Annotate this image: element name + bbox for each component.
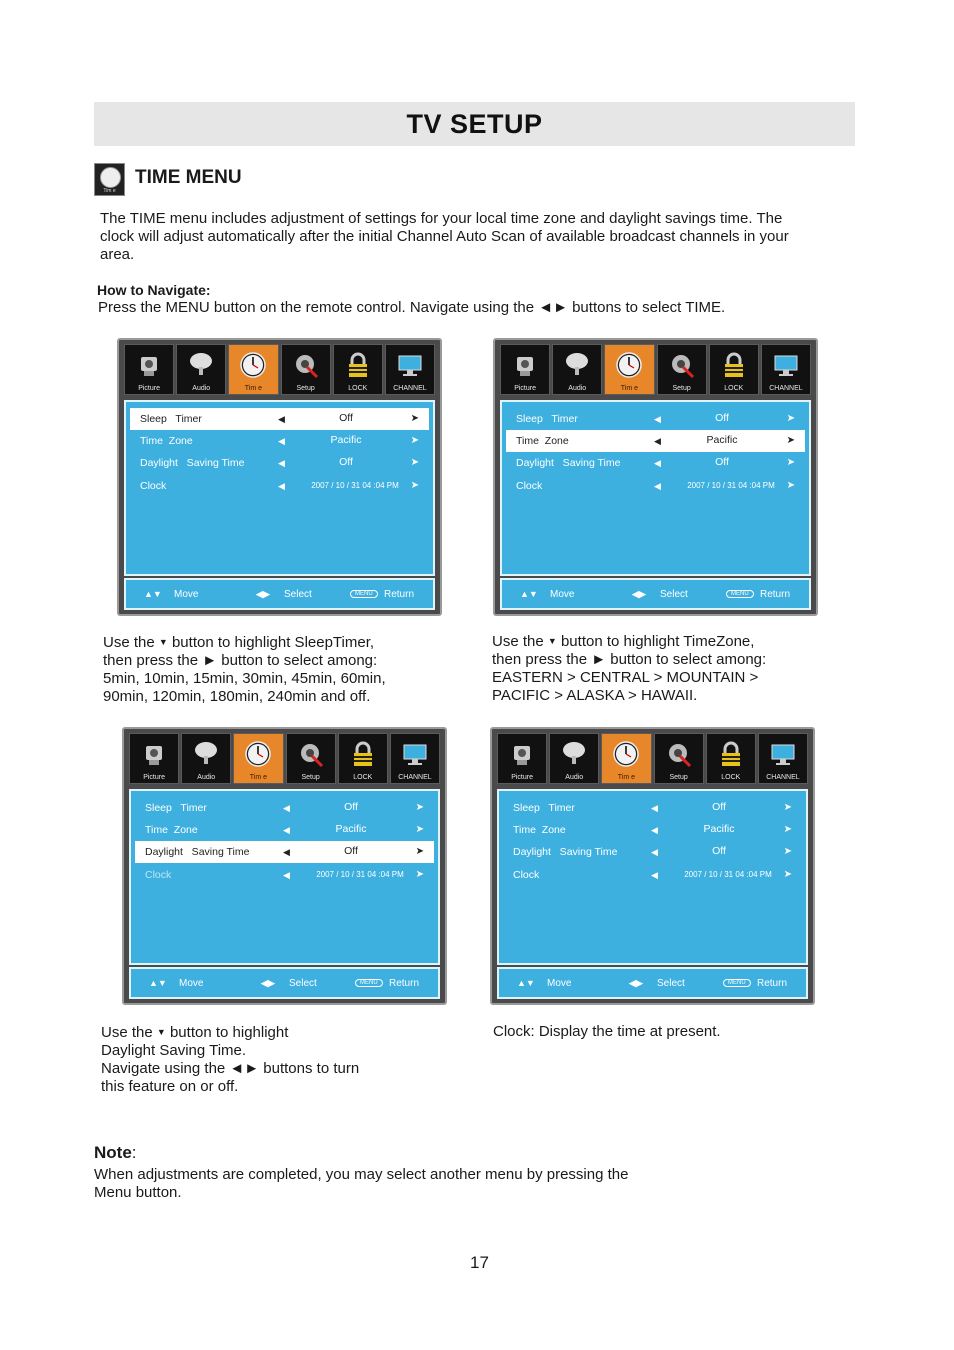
gear-icon [292, 351, 320, 379]
footer-return: Return [389, 978, 420, 989]
padlock-icon [720, 351, 748, 379]
left-right-keys-icon: ◀▶ [256, 589, 270, 599]
tab-label: CHANNEL [766, 774, 800, 781]
menu-key-icon: MENU [355, 979, 383, 987]
monitor-icon [772, 351, 800, 379]
caption-clock: Clock: Display the time at present. [493, 1023, 721, 1040]
menu-item-row[interactable] [503, 864, 802, 886]
menu-panel [129, 789, 440, 965]
menu-footer [124, 578, 435, 610]
left-arrow-icon[interactable]: ◀ [654, 414, 661, 424]
tab-speaker-dish[interactable] [176, 344, 226, 395]
menu-footer [129, 967, 440, 999]
camera-icon [140, 740, 168, 768]
tab-label: Tim e [249, 774, 268, 781]
menu-item-value: Pacific [330, 434, 362, 446]
padlock-icon [717, 740, 745, 768]
tab-label: Audio [197, 774, 216, 781]
menu-item-value: Off [715, 456, 729, 468]
tab-label: Audio [568, 385, 587, 392]
menu-item-label: Clock [145, 869, 172, 881]
footer-select: Select [284, 589, 312, 600]
tab-camera[interactable] [124, 344, 174, 395]
speaker-dish-icon [187, 351, 215, 379]
tab-label: Audio [565, 774, 584, 781]
osd-screen-daylight-saving [122, 727, 447, 1005]
padlock-icon [344, 351, 372, 379]
page-title: TV SETUP [406, 108, 543, 139]
camera-icon [508, 740, 536, 768]
right-arrow-icon[interactable]: ➤ [415, 802, 424, 813]
osd-screen-clock [490, 727, 815, 1005]
menu-item-label: Time Zone [513, 824, 566, 836]
clock-icon [239, 351, 267, 379]
intro-paragraph: The TIME menu includes adjustment of settings for your local time zone and daylight savings time. The clock will adjust automatically after the initial Channel Auto Scan of available broadcast channels in your area. [100, 210, 789, 263]
menu-item-row[interactable] [130, 408, 429, 430]
left-arrow-icon[interactable]: ◀ [283, 825, 290, 835]
osd-screen-time-zone [493, 338, 818, 616]
osd-screen-sleep-timer [117, 338, 442, 616]
menu-item-value: Off [344, 845, 358, 857]
tab-camera[interactable] [497, 733, 547, 784]
left-arrow-icon[interactable]: ◀ [654, 481, 661, 491]
footer-return: Return [384, 589, 415, 600]
menu-item-value: 2007 / 10 / 31 04 :04 PM [684, 870, 772, 879]
right-arrow-icon[interactable]: ➤ [410, 435, 419, 446]
up-down-keys-icon: ▲▼ [520, 589, 538, 599]
tab-padlock[interactable] [709, 344, 759, 395]
menu-item-label: Clock [140, 480, 167, 492]
left-arrow-icon[interactable]: ◀ [278, 436, 285, 446]
tab-padlock[interactable] [706, 733, 756, 784]
tab-monitor[interactable] [758, 733, 808, 784]
tab-speaker-dish[interactable] [552, 344, 602, 395]
menu-item-row[interactable] [506, 408, 805, 430]
menu-item-value: Off [712, 801, 726, 813]
right-arrow-icon[interactable]: ➤ [783, 802, 792, 813]
tab-gear[interactable] [286, 733, 336, 784]
tab-clock[interactable] [601, 733, 651, 784]
menu-footer [500, 578, 811, 610]
right-arrow-icon[interactable]: ➤ [410, 457, 419, 468]
menu-item-value: 2007 / 10 / 31 04 :04 PM [316, 870, 404, 879]
up-down-keys-icon: ▲▼ [144, 589, 162, 599]
menu-item-label: Time Zone [140, 435, 193, 447]
note-heading: Note: [94, 1143, 137, 1162]
speaker-dish-icon [560, 740, 588, 768]
menu-item-label: Sleep Timer [145, 802, 207, 814]
tab-clock[interactable] [604, 344, 654, 395]
menu-item-label: Daylight Saving Time [145, 846, 250, 858]
left-right-keys-icon: ◀▶ [261, 978, 275, 988]
down-triangle-icon: ▼ [156, 1027, 166, 1037]
gear-icon [665, 740, 693, 768]
caption-time-zone: Use the ▼ button to highlight TimeZone, then press the ► button to select among: EASTERN > CENTRAL > MOUNTAIN > PACIFIC > ALASKA > HAWAII. [492, 633, 767, 704]
tab-label: LOCK [348, 385, 368, 392]
left-right-keys-icon: ◀▶ [629, 978, 643, 988]
left-arrow-icon[interactable]: ◀ [283, 803, 290, 813]
menu-item-value: Off [715, 412, 729, 424]
tab-label: Setup [296, 385, 315, 392]
tab-clock[interactable] [233, 733, 283, 784]
footer-return: Return [760, 589, 791, 600]
section-title: TIME MENU [135, 167, 242, 188]
tab-label: Tim e [244, 385, 263, 392]
menu-item-label: Sleep Timer [513, 802, 575, 814]
footer-return: Return [757, 978, 788, 989]
menu-item-row[interactable] [130, 452, 429, 474]
navigate-heading: How to Navigate: [97, 282, 211, 298]
navigate-text: Press the MENU button on the remote control. Navigate using the ◄► buttons to select TIME. [98, 299, 726, 316]
menu-key-icon: MENU [723, 979, 751, 987]
title-bar [94, 102, 855, 146]
menu-item-value: 2007 / 10 / 31 04 :04 PM [311, 481, 399, 490]
menu-key-icon: MENU [350, 590, 378, 598]
tab-monitor[interactable] [390, 733, 440, 784]
tab-label: CHANNEL [393, 385, 427, 392]
menu-item-value: Off [339, 456, 353, 468]
menu-item-row[interactable] [506, 430, 805, 452]
menu-tab-bar [497, 733, 808, 784]
clock-icon [612, 740, 640, 768]
left-arrow-icon[interactable]: ◀ [278, 414, 285, 424]
left-arrow-icon[interactable]: ◀ [654, 458, 661, 468]
right-arrow-icon[interactable]: ➤ [410, 413, 419, 424]
menu-item-row[interactable] [135, 864, 434, 886]
tab-label: Audio [192, 385, 211, 392]
menu-item-row[interactable] [130, 430, 429, 452]
menu-tab-bar [124, 344, 435, 395]
right-arrow-icon[interactable]: ➤ [415, 869, 424, 880]
menu-item-row[interactable] [503, 819, 802, 841]
left-arrow-icon[interactable]: ◀ [651, 870, 658, 880]
clock-icon [244, 740, 272, 768]
right-arrow-icon[interactable]: ➤ [410, 480, 419, 491]
footer-move: Move [550, 589, 575, 600]
monitor-icon [396, 351, 424, 379]
tab-label: Picture [514, 385, 536, 392]
down-triangle-icon: ▼ [547, 636, 557, 646]
tab-padlock[interactable] [338, 733, 388, 784]
left-right-keys-icon: ◀▶ [632, 589, 646, 599]
menu-item-row[interactable] [506, 475, 805, 497]
menu-footer [497, 967, 808, 999]
tab-label: LOCK [724, 385, 744, 392]
right-arrow-icon[interactable]: ➤ [786, 435, 795, 446]
menu-tab-bar [500, 344, 811, 395]
caption-daylight-saving: Use the ▼ button to highlight Daylight Saving Time. Navigate using the ◄► buttons to turn this feature on or off. [101, 1024, 360, 1095]
menu-item-row[interactable] [506, 452, 805, 474]
right-arrow-icon[interactable]: ➤ [783, 824, 792, 835]
tab-clock[interactable] [228, 344, 278, 395]
menu-item-row[interactable] [503, 841, 802, 863]
time-clock-icon [94, 163, 125, 196]
tab-speaker-dish[interactable] [181, 733, 231, 784]
left-arrow-icon[interactable]: ◀ [278, 458, 285, 468]
tab-label: Tim e [620, 385, 639, 392]
right-arrow-icon[interactable]: ➤ [786, 480, 795, 491]
footer-move: Move [179, 978, 204, 989]
menu-tab-bar [129, 733, 440, 784]
menu-item-label: Daylight Saving Time [140, 457, 245, 469]
menu-item-label: Daylight Saving Time [516, 457, 621, 469]
left-arrow-icon[interactable]: ◀ [283, 847, 290, 857]
tab-label: Picture [143, 774, 165, 781]
footer-move: Move [174, 589, 199, 600]
right-arrow-icon[interactable]: ➤ [415, 846, 424, 857]
menu-item-label: Sleep Timer [140, 413, 202, 425]
time-icon-label: Tim e [103, 188, 116, 194]
up-down-keys-icon: ▲▼ [517, 978, 535, 988]
menu-item-label: Time Zone [516, 435, 569, 447]
menu-panel [500, 400, 811, 576]
menu-item-row[interactable] [135, 819, 434, 841]
tab-label: LOCK [721, 774, 741, 781]
down-triangle-icon: ▼ [158, 637, 168, 647]
tab-camera[interactable] [500, 344, 550, 395]
tab-gear[interactable] [281, 344, 331, 395]
monitor-icon [401, 740, 429, 768]
tab-monitor[interactable] [385, 344, 435, 395]
tab-padlock[interactable] [333, 344, 383, 395]
menu-item-label: Clock [516, 480, 543, 492]
right-arrow-icon[interactable]: ➤ [786, 413, 795, 424]
tab-label: CHANNEL [769, 385, 803, 392]
menu-panel [124, 400, 435, 576]
left-arrow-icon[interactable]: ◀ [278, 481, 285, 491]
menu-key-icon: MENU [726, 590, 754, 598]
tab-speaker-dish[interactable] [549, 733, 599, 784]
tab-gear[interactable] [657, 344, 707, 395]
right-arrow-icon[interactable]: ➤ [786, 457, 795, 468]
note-text: When adjustments are completed, you may select another menu by pressing the Menu button. [94, 1166, 629, 1201]
menu-item-value: Pacific [335, 823, 367, 835]
tab-label: Setup [301, 774, 320, 781]
tab-label: Tim e [617, 774, 636, 781]
menu-item-label: Daylight Saving Time [513, 846, 618, 858]
left-arrow-icon[interactable]: ◀ [654, 436, 661, 446]
clock-icon [615, 351, 643, 379]
menu-item-value: 2007 / 10 / 31 04 :04 PM [687, 481, 775, 490]
gear-icon [668, 351, 696, 379]
menu-item-label: Time Zone [145, 824, 198, 836]
menu-item-value: Pacific [706, 434, 738, 446]
menu-item-value: Pacific [703, 823, 735, 835]
tab-monitor[interactable] [761, 344, 811, 395]
menu-item-row[interactable] [130, 475, 429, 497]
right-arrow-icon[interactable]: ➤ [783, 869, 792, 880]
footer-select: Select [289, 978, 317, 989]
gear-icon [297, 740, 325, 768]
padlock-icon [349, 740, 377, 768]
footer-move: Move [547, 978, 572, 989]
menu-item-row[interactable] [135, 797, 434, 819]
speaker-dish-icon [192, 740, 220, 768]
tab-label: Picture [138, 385, 160, 392]
footer-select: Select [657, 978, 685, 989]
right-arrow-icon[interactable]: ➤ [783, 846, 792, 857]
menu-item-value: Off [344, 801, 358, 813]
page-number: 17 [470, 1253, 489, 1272]
tab-gear[interactable] [654, 733, 704, 784]
tab-label: Setup [672, 385, 691, 392]
tab-camera[interactable] [129, 733, 179, 784]
tab-label: Picture [511, 774, 533, 781]
left-arrow-icon[interactable]: ◀ [651, 803, 658, 813]
right-arrow-icon[interactable]: ➤ [415, 824, 424, 835]
menu-item-row[interactable] [503, 797, 802, 819]
tab-label: Setup [669, 774, 688, 781]
menu-panel [497, 789, 808, 965]
monitor-icon [769, 740, 797, 768]
camera-icon [511, 351, 539, 379]
menu-item-row[interactable] [135, 841, 434, 863]
menu-item-value: Off [712, 845, 726, 857]
menu-item-label: Clock [513, 869, 540, 881]
tab-label: CHANNEL [398, 774, 432, 781]
tab-label: LOCK [353, 774, 373, 781]
left-arrow-icon[interactable]: ◀ [651, 847, 658, 857]
up-down-keys-icon: ▲▼ [149, 978, 167, 988]
left-arrow-icon[interactable]: ◀ [283, 870, 290, 880]
caption-sleep-timer: Use the ▼ button to highlight SleepTimer, then press the ► button to select among: 5min, 10min, 15min, 30min, 45min, 60min, 90min, 120min, 180min, 240min and off. [103, 634, 386, 705]
footer-select: Select [660, 589, 688, 600]
menu-item-value: Off [339, 412, 353, 424]
camera-icon [135, 351, 163, 379]
left-arrow-icon[interactable]: ◀ [651, 825, 658, 835]
speaker-dish-icon [563, 351, 591, 379]
menu-item-label: Sleep Timer [516, 413, 578, 425]
